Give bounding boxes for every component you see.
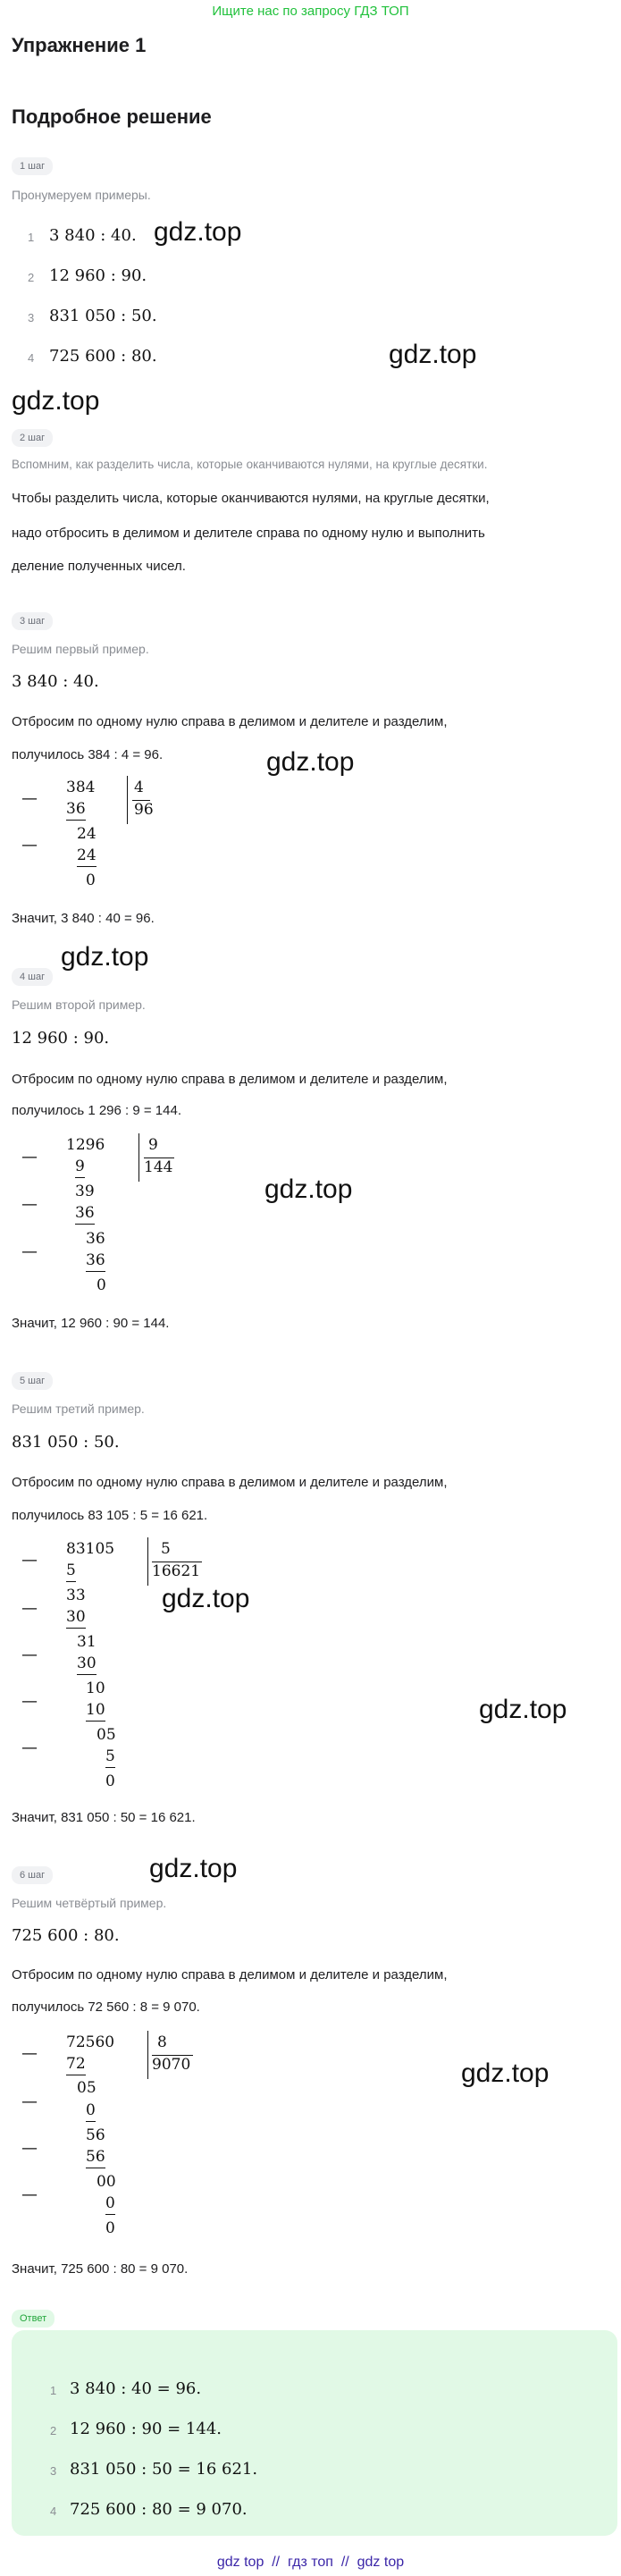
division-step: 36 [66,798,86,821]
item-number: 1 [28,231,35,244]
watermark: gdz.top [61,942,149,972]
example-expression: 831 050 : 50. [49,307,157,325]
watermark: gdz.top [162,1584,250,1613]
watermark: gdz.top [389,340,477,369]
division-step: 24 [77,825,97,843]
watermark: gdz.top [149,1854,238,1883]
division-bracket [147,2031,148,2079]
answer-expression: 725 600 : 80 = 9 070. [70,2500,248,2519]
explanation-line: получилось 384 : 4 = 96. [12,747,164,762]
minus-sign: — [21,1599,38,1618]
step-intro: Решим третий пример. [12,1402,145,1416]
division-step: 39 [75,1183,95,1200]
explanation-line: получилось 83 105 : 5 = 16 621. [12,1508,208,1523]
divisor-line [132,799,150,801]
division-step: 5 [105,1746,115,1768]
example-expression: 12 960 : 90. [12,1029,110,1048]
division-bracket [127,776,128,824]
divisor: 5 [161,1540,171,1558]
division-step: 24 [77,845,97,867]
division-step: 33 [66,1587,86,1604]
division-step: 0 [105,2219,115,2237]
minus-sign: — [21,2185,38,2204]
divisor: 8 [157,2033,167,2051]
example-expression: 725 600 : 80. [49,347,157,366]
division-bracket [138,1133,139,1182]
minus-sign: — [21,1692,38,1711]
divisor-line [152,2054,193,2056]
step-intro: Пронумеруем примеры. [12,188,151,202]
division-step: 56 [86,2126,105,2144]
explanation-line: Отбросим по одному нулю справа в делимом и делителе и разделим, [12,1475,448,1490]
minus-sign: — [21,2139,38,2158]
watermark: gdz.top [461,2058,550,2088]
dividend: 83105 [66,1540,115,1558]
minus-sign: — [21,789,38,808]
rule-line: Чтобы разделить числа, которые оканчиваются нулями, на круглые десятки, [12,491,490,506]
quotient: 144 [144,1158,173,1176]
explanation-line: получилось 72 560 : 8 = 9 070. [12,1999,200,2015]
minus-sign: — [21,1646,38,1664]
item-number: 3 [50,2464,57,2478]
item-number: 3 [28,311,35,324]
minus-sign: — [21,2044,38,2063]
section-title: Подробное решение [12,105,212,128]
example-expression: 725 600 : 80. [12,1926,120,1945]
minus-sign: — [21,836,38,854]
watermark: gdz.top [264,1174,353,1204]
step-intro: Решим четвёртый пример. [12,1896,167,1910]
minus-sign: — [21,1242,38,1261]
item-number: 4 [28,351,35,365]
division-step: 00 [97,2173,116,2191]
quotient: 16621 [152,1562,201,1580]
step-badge: 3 шаг [12,612,53,630]
step-intro: Вспомним, как разделить числа, которые оканчиваются нулями, на круглые десятки. [12,458,488,471]
item-number: 2 [28,271,35,284]
answer-expression: 3 840 : 40 = 96. [70,2379,202,2398]
division-step: 5 [66,1560,76,1582]
example-expression: 831 050 : 50. [12,1433,120,1452]
division-step: 72 [66,2053,86,2075]
watermark: gdz.top [479,1695,567,1724]
division-step: 10 [86,1679,105,1697]
explanation-line: получилось 1 296 : 9 = 144. [12,1103,181,1118]
explanation-line: Отбросим по одному нулю справа в делимом и делителе и разделим, [12,1967,448,1983]
example-expression: 3 840 : 40. [49,226,137,245]
step-intro: Решим первый пример. [12,642,149,656]
answer-expression: 12 960 : 90 = 144. [70,2420,222,2438]
division-step: 30 [77,1653,97,1675]
explanation-line: Отбросим по одному нулю справа в делимом и делителе и разделим, [12,714,448,729]
division-step: 36 [86,1250,105,1272]
minus-sign: — [21,1551,38,1570]
page-title: Упражнение 1 [12,34,147,56]
example-expression: 12 960 : 90. [49,266,147,285]
footer-links[interactable]: gdz top // гдз топ // gdz top [216,2555,405,2570]
example-expression: 3 840 : 40. [12,672,99,691]
division-step: 9 [75,1156,85,1178]
answer-badge: Ответ [12,2310,55,2328]
step-badge: 4 шаг [12,968,53,986]
result-line: Значит, 725 600 : 80 = 9 070. [12,2261,189,2277]
item-number: 2 [50,2424,57,2437]
divisor: 9 [148,1136,158,1154]
watermark: gdz.top [154,217,242,247]
explanation-line: Отбросим по одному нулю справа в делимом и делителе и разделим, [12,1072,448,1087]
division-step: 0 [86,871,96,889]
division-step: 05 [97,1726,116,1744]
step-badge: 5 шаг [12,1372,53,1390]
division-step: 0 [105,1772,115,1790]
quotient: 9070 [152,2056,191,2074]
division-step: 36 [86,1230,105,1248]
step-badge: 2 шаг [12,429,53,447]
division-step: 0 [86,2100,96,2122]
step-badge: 6 шаг [12,1866,53,1884]
result-line: Значит, 12 960 : 90 = 144. [12,1316,170,1331]
answer-expression: 831 050 : 50 = 16 621. [70,2460,258,2479]
division-step: 36 [75,1202,95,1225]
minus-sign: — [21,1195,38,1214]
result-line: Значит, 3 840 : 40 = 96. [12,911,155,926]
division-step: 0 [97,1276,106,1294]
minus-sign: — [21,1148,38,1166]
dividend: 72560 [66,2033,115,2051]
division-step: 56 [86,2146,105,2168]
watermark: gdz.top [12,386,100,416]
dividend: 1296 [66,1136,105,1154]
division-bracket [147,1537,148,1586]
top-search-link[interactable]: Ищите нас по запросу ГДЗ ТОП [212,4,409,19]
division-step: 31 [77,1633,97,1651]
quotient: 96 [134,801,154,819]
minus-sign: — [21,2092,38,2111]
step-badge: 1 шаг [12,157,53,175]
step-intro: Решим второй пример. [12,998,146,1012]
rule-line: деление полученных чисел. [12,559,186,574]
division-step: 05 [77,2079,97,2097]
divisor-line [152,1561,202,1562]
division-step: 10 [86,1699,105,1722]
divisor-line [144,1157,174,1158]
item-number: 4 [50,2504,57,2518]
result-line: Значит, 831 050 : 50 = 16 621. [12,1810,196,1825]
watermark: gdz.top [266,747,355,777]
item-number: 1 [50,2384,57,2397]
rule-line: надо отбросить в делимом и делителе справа по одному нулю и выполнить [12,526,485,541]
dividend: 384 [66,779,96,796]
division-step: 0 [105,2193,115,2215]
division-step: 30 [66,1606,86,1629]
minus-sign: — [21,1738,38,1757]
divisor: 4 [134,779,144,796]
